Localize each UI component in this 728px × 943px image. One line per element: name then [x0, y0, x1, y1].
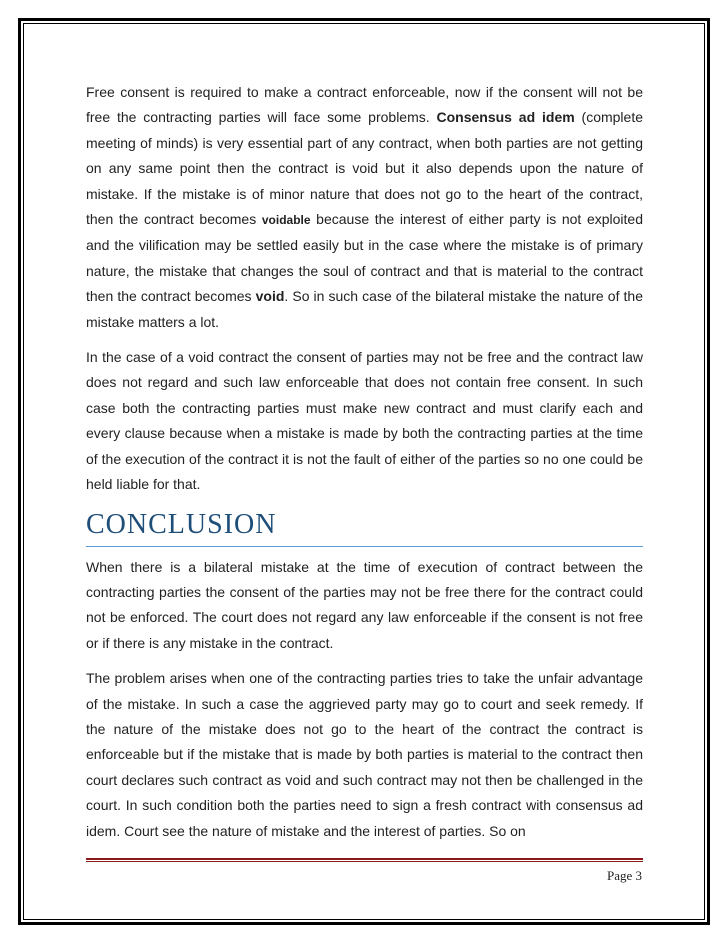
paragraph-1-text-e: because the interest of either party is not exploited and the vilification may be settled easily but in the case where the mistake is of primary nature, the mistake that changes the soul of contract and that is material to the contract then the contract becomes [86, 211, 643, 305]
void-term: void [255, 288, 285, 305]
paragraph-1 [86, 80, 643, 335]
document-body [86, 80, 643, 854]
footer-rule [86, 858, 643, 860]
consensus-ad-idem-term: Consensus ad idem [436, 109, 575, 126]
page-number: Page 3 [606, 868, 642, 883]
paragraph-1-text-c: (complete meeting of minds) is very essential part of any contract, when both parties are not getting on any same point then the contract is void but it also depends upon the nature of mistake. If the mistake is of minor nature that does not go to the heart of the contract, then the contract becomes [86, 109, 644, 228]
section-heading-conclusion: CONCLUSION [86, 508, 643, 547]
paragraph-2: In the case of a void contract the consent of parties may not be free and the contract law does not regard and such law enforceable that does not contain free consent. In such case both the contracting parties must make new contract and must clarify each and every clause because when a mistake is made by both the contracting parties at the time of the execution of the contract it is not the fault of either of the parties so no one could be held liable for that. [86, 349, 643, 493]
paragraph-1-text-g: . So in such case of the bilateral mistake the nature of the mistake matters a lot. [86, 288, 643, 330]
paragraph-4: The problem arises when one of the contracting parties tries to take the unfair advantage of the mistake. In such a case the aggrieved party may go to court and seek remedy. If the nature of the mistake does not go to the heart of the contract the contract is enforceable but if the mistake that is made by both parties is material to the contract then court declares such contract as void and such contract may not then be challenged in the court. In such condition both the parties need to sign a fresh contract with consensus ad idem. Court see the nature of mistake and the interest of parties. So on [86, 670, 643, 839]
paragraph-1-text-a: Free consent is required to make a contract enforceable, now if the consent will not be free the contracting parties will face some problems. [86, 84, 643, 126]
footer-rule-thin [86, 861, 643, 862]
paragraph-3: When there is a bilateral mistake at the time of execution of contract between the contracting parties the consent of the parties may not be free there for the contract could not be enforced. The court does not regard any law enforceable if the consent is not free or if there is any mistake in the contract. [86, 558, 643, 651]
voidable-term: voidable [261, 213, 311, 228]
